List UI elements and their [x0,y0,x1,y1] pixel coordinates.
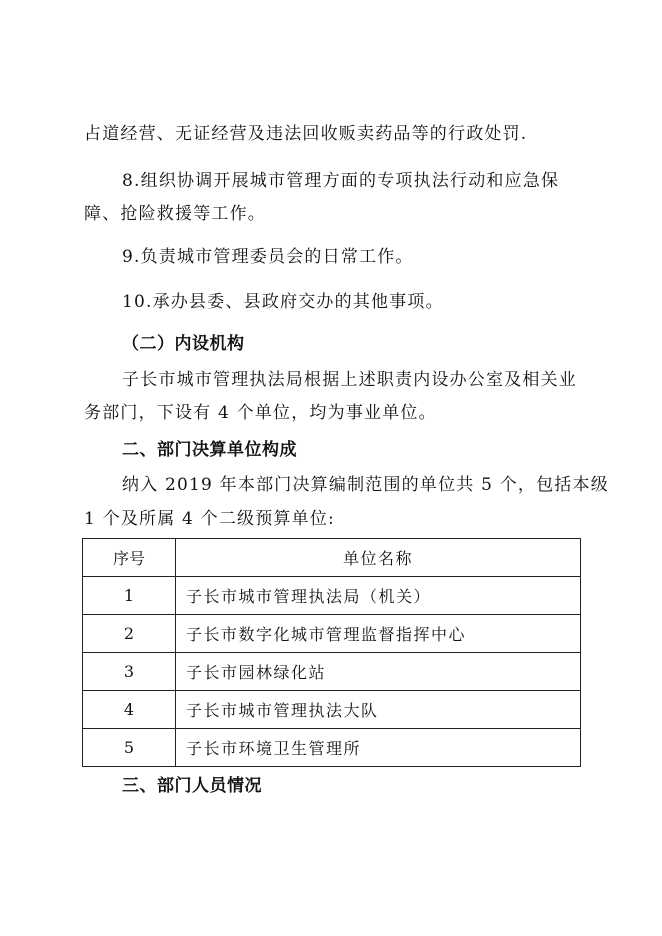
paragraph-line: 9.负责城市管理委员会的日常工作。 [122,247,414,267]
cell-unit-name: 子长市数字化城市管理监督指挥中心 [176,615,581,653]
table-row [83,615,581,653]
section-heading-personnel: 三、部门人员情况 [122,776,262,796]
paragraph-line: 占道经营、无证经营及违法回收贩卖药品等的行政处罚. [84,124,528,144]
cell-unit-name: 子长市环境卫生管理所 [176,729,581,767]
table-row [83,577,581,615]
paragraph-line: 务部门，下设有 4 个单位，均为事业单位。 [84,403,437,423]
cell-seq: 5 [83,729,176,767]
paragraph-line: 障、抢险救援等工作。 [84,204,266,224]
cell-seq: 1 [83,577,176,615]
table-header-row [83,539,581,577]
table-row [83,729,581,767]
cell-unit-name: 子长市园林绿化站 [176,653,581,691]
section-heading-internal-org: （二）内设机构 [122,334,245,354]
paragraph-line: 10.承办县委、县政府交办的其他事项。 [122,292,444,312]
header-seq: 序号 [83,539,176,577]
paragraph-line: 8.组织协调开展城市管理方面的专项执法行动和应急保 [122,171,560,191]
cell-seq: 3 [83,653,176,691]
cell-seq: 2 [83,615,176,653]
paragraph-line: 纳入 2019 年本部门决算编制范围的单位共 5 个，包括本级 [122,475,609,495]
paragraph-line: 子长市城市管理执法局根据上述职责内设办公室及相关业 [122,370,577,390]
section-heading-units: 二、部门决算单位构成 [122,440,297,460]
cell-unit-name: 子长市城市管理执法大队 [176,691,581,729]
table-row [83,691,581,729]
cell-unit-name: 子长市城市管理执法局（机关） [176,577,581,615]
table-row [83,653,581,691]
units-table [82,538,581,767]
header-unit-name: 单位名称 [176,539,581,577]
cell-seq: 4 [83,691,176,729]
paragraph-line: 1 个及所属 4 个二级预算单位: [84,509,335,529]
